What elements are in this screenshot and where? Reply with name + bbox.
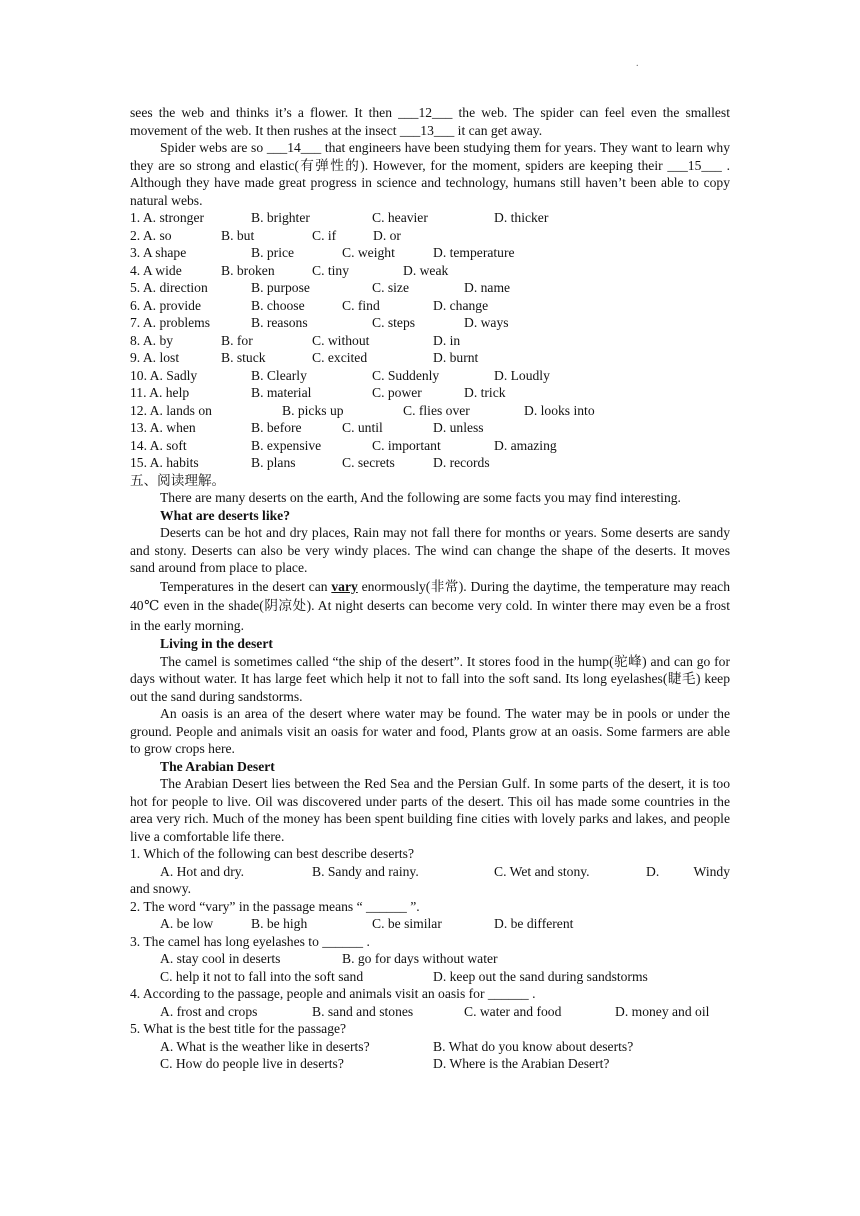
option-a: 4. A wide bbox=[130, 262, 182, 278]
question-1: 1. Which of the following can best describe deserts? bbox=[130, 846, 414, 861]
option-a: 2. A. so bbox=[130, 227, 172, 243]
option-a: 6. A. provide bbox=[130, 297, 201, 313]
document-page bbox=[130, 104, 730, 1073]
option-a: 7. A. problems bbox=[130, 315, 211, 330]
option-a: 13. A. when bbox=[130, 420, 196, 435]
reading-paragraph-2 bbox=[130, 577, 730, 636]
q5-option-d: D. Where is the Arabian Desert? bbox=[433, 1056, 610, 1071]
heading-living: Living in the desert bbox=[160, 636, 273, 651]
option-d: D. weak bbox=[403, 262, 449, 278]
question-5-options-row-1 bbox=[130, 1038, 730, 1056]
section-title: 五、阅读理解。 bbox=[130, 472, 226, 488]
question-5-options-row-2 bbox=[130, 1055, 730, 1073]
question-5: 5. What is the best title for the passage? bbox=[130, 1021, 347, 1036]
option-b: B. for bbox=[221, 332, 253, 348]
option-c: C. power bbox=[372, 385, 422, 400]
q4-option-a: A. frost and crops bbox=[160, 1003, 258, 1019]
option-a: 1. A. stronger bbox=[130, 210, 205, 225]
option-b: B. but bbox=[221, 227, 255, 243]
option-b: B. plans bbox=[251, 455, 296, 470]
option-a: 10. A. Sadly bbox=[130, 367, 198, 383]
option-c: C. Suddenly bbox=[372, 367, 440, 383]
question-1-option-d-cont: and snowy. bbox=[130, 881, 192, 896]
option-d: D. in bbox=[433, 332, 461, 348]
reading-paragraph-4: An oasis is an area of the desert where water may be found. The water may be in pools or under the ground. People and animals visit an oasis for water and food, Plants grow at an oasis. Some farmers are able to grow crops here. bbox=[130, 706, 730, 756]
q2-option-d: D. be different bbox=[494, 916, 574, 931]
option-a: 11. A. help bbox=[130, 385, 190, 400]
reading-intro: There are many deserts on the earth, And the following are some facts you may find interesting. bbox=[160, 490, 681, 505]
heading-deserts-like: What are deserts like? bbox=[160, 507, 291, 523]
option-c: C. weight bbox=[342, 245, 395, 260]
q2-option-b: B. be high bbox=[251, 916, 308, 931]
option-c: C. if bbox=[312, 227, 337, 243]
option-row bbox=[130, 419, 730, 437]
p2-after: enormously(非常). During the daytime, the temperature may reach 40℃ even in the shade(阴凉处). At night deserts can become very cold. In winter there may even be a frost in the early morning. bbox=[130, 578, 730, 633]
option-c: C. tiny bbox=[312, 262, 350, 278]
option-a: 3. A shape bbox=[130, 245, 187, 260]
option-d: D. looks into bbox=[524, 402, 595, 418]
option-b: B. picks up bbox=[282, 402, 344, 418]
option-a: 12. A. lands on bbox=[130, 402, 212, 418]
q4-option-d: D. money and oil bbox=[615, 1003, 710, 1019]
heading-arabian: The Arabian Desert bbox=[160, 758, 275, 774]
question-1-options bbox=[130, 863, 730, 881]
q1-option-a: A. Hot and dry. bbox=[160, 863, 245, 879]
vary-word: vary bbox=[331, 578, 358, 594]
option-c: C. secrets bbox=[342, 455, 395, 470]
option-row bbox=[130, 244, 730, 262]
option-a: 9. A. lost bbox=[130, 350, 180, 365]
option-b: B. brighter bbox=[251, 210, 310, 225]
question-4: 4. According to the passage, people and animals visit an oasis for ______ . bbox=[130, 986, 536, 1001]
option-c: C. steps bbox=[372, 315, 416, 330]
option-row bbox=[130, 402, 730, 420]
option-d: D. thicker bbox=[494, 210, 549, 225]
option-d: D. amazing bbox=[494, 437, 557, 453]
q2-option-a: A. be low bbox=[160, 916, 214, 931]
option-b: B. material bbox=[251, 385, 312, 400]
option-row bbox=[130, 209, 730, 227]
option-c: C. until bbox=[342, 420, 383, 435]
option-row bbox=[130, 227, 730, 245]
option-c: C. flies over bbox=[403, 402, 470, 418]
option-c: C. excited bbox=[312, 350, 368, 365]
option-d: D. Loudly bbox=[494, 367, 550, 383]
option-d: D. trick bbox=[464, 385, 506, 400]
option-a: 14. A. soft bbox=[130, 437, 187, 453]
question-3: 3. The camel has long eyelashes to ______ . bbox=[130, 933, 370, 949]
reading-paragraph-1: Deserts can be hot and dry places, Rain may not fall there for months or years. Some deserts are sandy and stony. Deserts can also be very windy places. The wind can change the shape of the deserts. It moves sand around from place to place. bbox=[130, 525, 730, 575]
option-row bbox=[130, 454, 730, 472]
option-row bbox=[130, 384, 730, 402]
question-3-options-row-2 bbox=[130, 968, 730, 986]
option-a: 5. A. direction bbox=[130, 280, 208, 295]
q5-option-c: C. How do people live in deserts? bbox=[160, 1056, 344, 1071]
option-d: D. temperature bbox=[433, 245, 515, 260]
option-c: C. size bbox=[372, 280, 409, 295]
option-d: D. change bbox=[433, 297, 489, 313]
q5-option-a: A. What is the weather like in deserts? bbox=[160, 1038, 370, 1054]
option-row bbox=[130, 367, 730, 385]
question-4-options bbox=[130, 1003, 730, 1021]
q1-option-b: B. Sandy and rainy. bbox=[312, 863, 419, 879]
option-b: B. price bbox=[251, 245, 295, 260]
option-b: B. choose bbox=[251, 297, 305, 313]
option-row bbox=[130, 279, 730, 297]
cloze-paragraph-2: Spider webs are so ___14___ that engineers have been studying them for years. They want to learn why they are so strong and elastic(有弹性的). However, for the moment, spiders are keeping their ___15___ . Although they have made great progress in science and technology, humans still haven’t been able to copy natural webs. bbox=[130, 140, 730, 208]
option-c: C. without bbox=[312, 332, 370, 348]
q1-option-d-text: Windy bbox=[693, 863, 730, 879]
option-b: B. Clearly bbox=[251, 367, 307, 383]
option-b: B. stuck bbox=[221, 350, 266, 365]
option-a: 8. A. by bbox=[130, 332, 174, 348]
q3-option-a: A. stay cool in deserts bbox=[160, 951, 281, 966]
option-b: B. before bbox=[251, 420, 302, 435]
option-row bbox=[130, 262, 730, 280]
option-c: C. find bbox=[342, 297, 380, 313]
option-a: 15. A. habits bbox=[130, 455, 199, 470]
q3-option-c: C. help it not to fall into the soft sand bbox=[160, 968, 364, 984]
option-d: D. name bbox=[464, 280, 511, 295]
q5-option-b: B. What do you know about deserts? bbox=[433, 1038, 634, 1054]
option-b: B. purpose bbox=[251, 280, 310, 295]
q4-option-c: C. water and food bbox=[464, 1003, 562, 1019]
option-d: D. records bbox=[433, 455, 490, 470]
q4-option-b: B. sand and stones bbox=[312, 1003, 414, 1019]
question-3-options-row-1 bbox=[130, 950, 730, 968]
q1-option-c: C. Wet and stony. bbox=[494, 863, 590, 879]
cloze-paragraph-1: sees the web and thinks it’s a flower. It then ___12___ the web. The spider can feel even the smallest movement of the web. It then rushes at the insect ___13___ it can get away. bbox=[130, 105, 730, 138]
option-b: B. broken bbox=[221, 262, 275, 278]
reading-paragraph-3: The camel is sometimes called “the ship of the desert”. It stores food in the hump(驼峰) and can go for days without water. It has large feet which help it not to fall into the soft sand. Its long eyelashes(睫毛) keep out the sand during sandstorms. bbox=[130, 653, 730, 704]
header-mark: . bbox=[636, 58, 639, 69]
q3-option-b: B. go for days without water bbox=[342, 951, 498, 966]
option-row bbox=[130, 437, 730, 455]
question-2-options bbox=[130, 915, 730, 933]
option-b: B. expensive bbox=[251, 437, 322, 453]
option-row bbox=[130, 314, 730, 332]
option-row bbox=[130, 349, 730, 367]
option-d: D. or bbox=[373, 227, 401, 243]
p2-before: Temperatures in the desert can bbox=[160, 578, 332, 594]
question-2: 2. The word “vary” in the passage means “ ______ ”. bbox=[130, 898, 420, 914]
reading-paragraph-5: The Arabian Desert lies between the Red Sea and the Persian Gulf. In some parts of the desert, it is too hot for people to live. Oil was discovered under parts of the desert. This oil has made some countries in the area very rich. Much of the money has been spent building fine cities with lovely parks and lakes, and people live a comfortable life there. bbox=[130, 776, 730, 844]
option-row bbox=[130, 332, 730, 350]
option-d: D. ways bbox=[464, 315, 509, 330]
option-row bbox=[130, 297, 730, 315]
q2-option-c: C. be similar bbox=[372, 916, 442, 931]
option-b: B. reasons bbox=[251, 315, 308, 330]
option-c: C. important bbox=[372, 437, 441, 453]
q1-option-d: D. bbox=[646, 863, 660, 879]
option-d: D. burnt bbox=[433, 350, 479, 365]
cloze-options bbox=[130, 209, 730, 472]
option-d: D. unless bbox=[433, 420, 484, 435]
option-c: C. heavier bbox=[372, 210, 428, 225]
q3-option-d: D. keep out the sand during sandstorms bbox=[433, 968, 648, 984]
